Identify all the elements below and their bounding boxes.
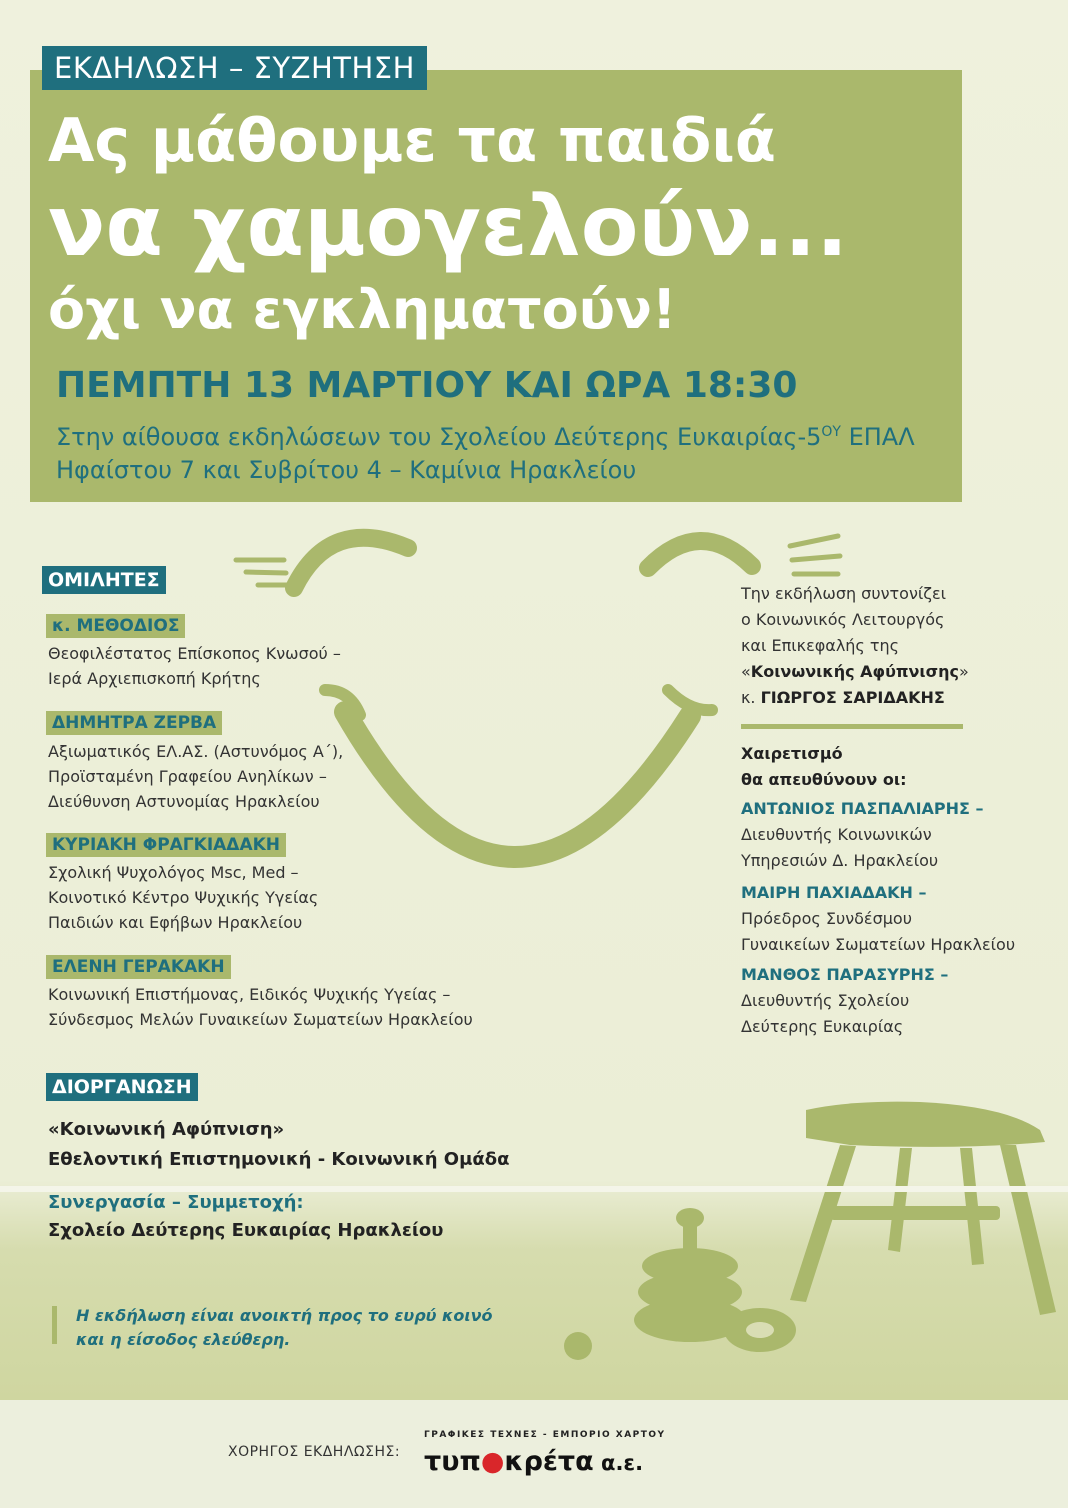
coordinator-text: Την εκδήλωση συντονίζει ο Κοινωνικός Λειτουργός και Επικεφαλής της «Κοινωνικής Αφύπνισης» κ. ΓΙΩΡΓΟΣ ΣΑΡΙΔΑΚΗΣ: [741, 584, 969, 707]
speaker-name: ΔΗΜΗΤΡΑ ΖΕΡΒΑ: [46, 711, 222, 735]
notice-bar: [52, 1306, 57, 1344]
cooperation-label: Συνεργασία – Συμμετοχή:: [48, 1192, 304, 1213]
open-entry-notice: Η εκδήλωση είναι ανοικτή προς το ευρύ κοινό και η είσοδος ελεύθερη.: [76, 1306, 493, 1349]
event-type-tag: ΕΚΔΗΛΩΣΗ – ΣΥΖΗΤΗΣΗ: [42, 46, 427, 90]
mouth-shape: [345, 712, 690, 857]
greeting-item: ΑΝΤΩΝΙΟΣ ΠΑΣΠΑΛΙΑΡΗΣ – Διευθυντής Κοινωνικών Υπηρεσιών Δ. Ηρακλείου: [741, 799, 984, 870]
greeting-item: ΜΑΙΡΗ ΠΑΧΙΑΔΑΚΗ – Πρόεδρος Συνδέσμου Γυναικείων Σωματείων Ηρακλείου: [741, 883, 1016, 954]
sponsor-logo: τυπ●κρέτα α.ε.: [424, 1446, 644, 1477]
organization-name: «Κοινωνική Αφύπνιση» Εθελοντική Επιστημονική - Κοινωνική Ομάδα: [48, 1119, 510, 1170]
organization-label: ΔΙΟΡΓΑΝΩΣΗ: [46, 1073, 198, 1101]
title-line-2: να χαμογελούν...: [48, 177, 849, 275]
speakers-label: ΟΜΙΛΗΤΕΣ: [42, 566, 166, 594]
speaker-name: ΕΛΕΝΗ ΓΕΡΑΚΑΚΗ: [46, 955, 231, 979]
event-date: ΠΕΜΠΤΗ 13 ΜΑΡΤΙΟΥ ΚΑΙ ΩΡΑ 18:30: [56, 365, 798, 406]
speaker-name: κ. ΜΕΘΟΔΙΟΣ: [46, 614, 185, 638]
coordinator-name: ΓΙΩΡΓΟΣ ΣΑΡΙΔΑΚΗΣ: [760, 688, 945, 707]
right-lashes: [790, 536, 840, 574]
left-eye-shape: [294, 538, 408, 588]
logo-dot-icon: ●: [480, 1446, 505, 1477]
right-eye-shape: [648, 541, 752, 568]
sponsor-tagline: ΓΡΑΦΙΚΕΣ ΤΕΧΝΕΣ - ΕΜΠΟΡΙΟ ΧΑΡΤΟΥ: [424, 1430, 666, 1440]
sponsor-label: ΧΟΡΗΓΟΣ ΕΚΔΗΛΩΣΗΣ:: [228, 1444, 401, 1460]
left-lashes: [236, 560, 288, 585]
venue-address: Ηφαίστου 7 και Συβρίτου 4 – Καμίνια Ηρακλείου: [56, 456, 637, 484]
speaker-description: Θεοφιλέστατος Επίσκοπος Κνωσού – Ιερά Αρχιεπισκοπή Κρήτης: [48, 644, 341, 688]
divider: [741, 724, 963, 729]
greeting-item: ΜΑΝΘΟΣ ΠΑΡΑΣΥΡΗΣ – Διευθυντής Σχολείου Δεύτερης Ευκαιρίας: [741, 965, 949, 1036]
title-line-3: όχι να εγκληματούν!: [48, 278, 677, 341]
speaker-description: Κοινωνική Επιστήμονας, Ειδικός Ψυχικής Υγείας – Σύνδεσμος Μελών Γυναικείων Σωματείων Ηρακλείου: [48, 985, 473, 1029]
event-venue: [56, 416, 915, 487]
greetings-title: Χαιρετισμό θα απευθύνουν οι:: [741, 744, 907, 789]
venue-text: Στην αίθουσα εκδηλώσεων του Σχολείου Δεύτερης Ευκαιρίας-5: [56, 423, 822, 451]
speaker-description: Αξιωματικός ΕΛ.ΑΣ. (Αστυνόμος Α΄), Προϊσταμένη Γραφείου Ανηλίκων – Διεύθυνση Αστυνομίας Ηρακλείου: [48, 742, 344, 811]
right-dimple: [668, 690, 712, 710]
cooperation-value: Σχολείο Δεύτερης Ευκαιρίας Ηρακλείου: [48, 1220, 444, 1241]
speaker-name: ΚΥΡΙΑΚΗ ΦΡΑΓΚΙΑΔΑΚΗ: [46, 833, 286, 857]
venue-text-end: ΕΠΑΛ: [840, 423, 915, 451]
stool-illustration: [790, 1102, 1056, 1315]
venue-superscript: ΟΥ: [821, 424, 841, 440]
title-line-1: Ας μάθουμε τα παιδιά: [48, 106, 776, 176]
speaker-description: Σχολική Ψυχολόγος Msc, Med – Κοινοτικό Κέντρο Ψυχικής Υγείας Παιδιών και Εφήβων Ηρακλείου: [48, 863, 319, 932]
